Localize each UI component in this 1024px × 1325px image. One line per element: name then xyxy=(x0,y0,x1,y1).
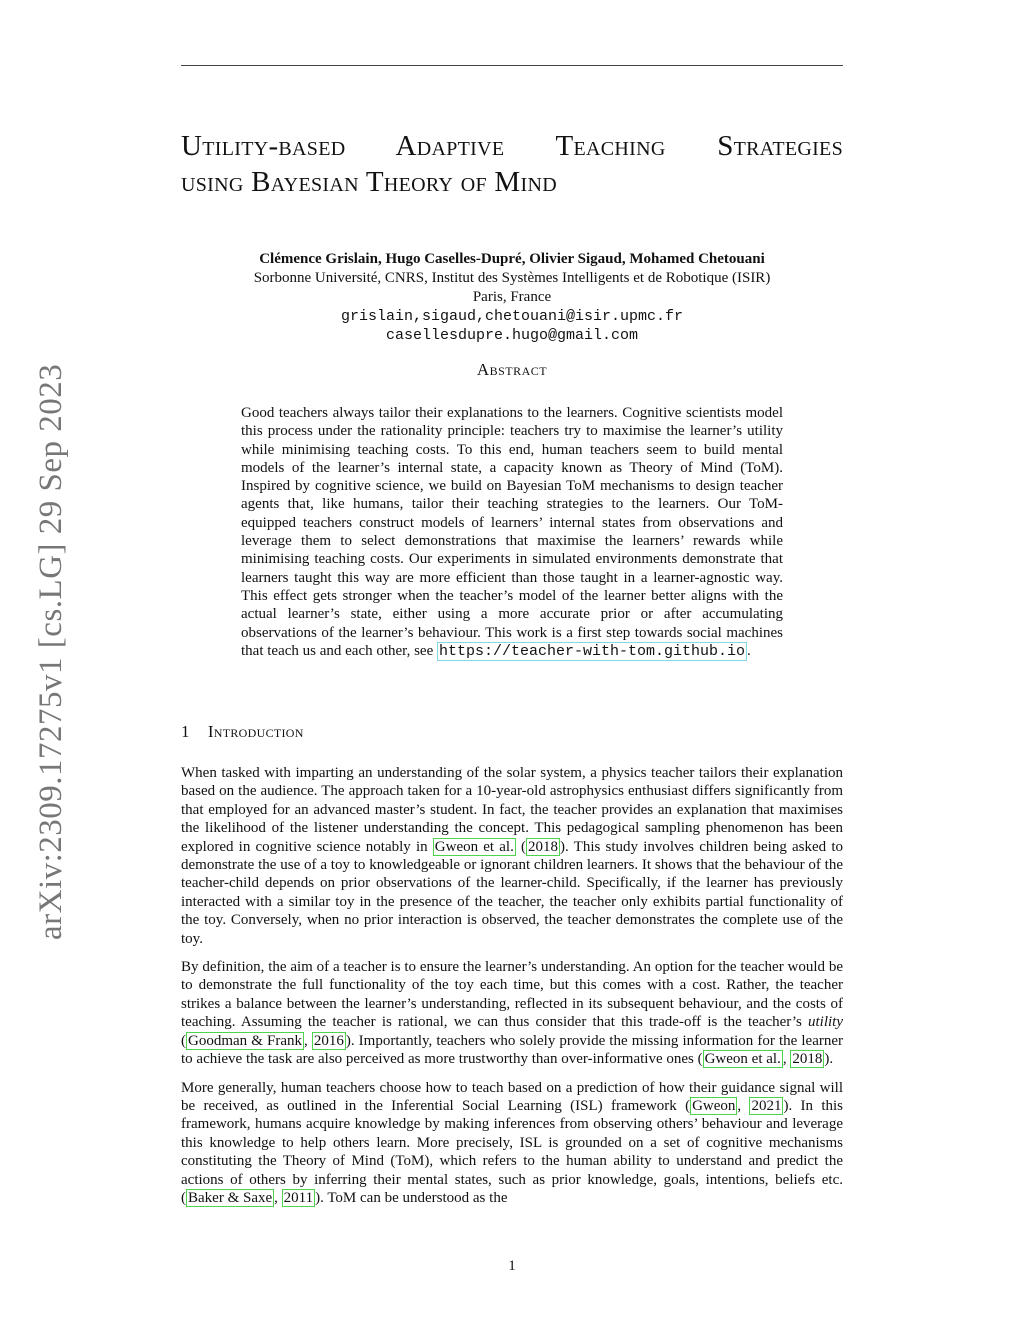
citation-year-link[interactable]: 2021 xyxy=(751,1097,782,1114)
citation-year-link[interactable]: 2018 xyxy=(528,838,559,855)
text-run: , xyxy=(304,1032,312,1049)
abstract-end: . xyxy=(747,642,751,659)
title-line-1: Utility-based Adaptive Teaching Strategies xyxy=(181,130,843,162)
text-run: , xyxy=(737,1097,750,1114)
citation-link[interactable]: Goodman & Frank xyxy=(188,1032,302,1049)
citation-link[interactable]: Gweon xyxy=(692,1097,736,1114)
section-number: 1 xyxy=(181,722,190,741)
paragraph-2 xyxy=(181,958,843,1068)
citation-year-link[interactable]: 2018 xyxy=(792,1051,823,1068)
text-run: ). This study involves children being asked to demonstrate the use of a toy to knowledgeable or ignorant children learners. It shows that the behaviour of the teacher-child depends on prior observations of the learner-child. Specifically, if the learner has previously interacted with a similar toy in the presence of the teacher, the teacher only exhibits partial functionality of the toy. Conversely, when no prior interaction is observed, the teacher demonstrates the complete use of the toy. xyxy=(181,838,843,947)
arxiv-stamp: arXiv:2309.17275v1 [cs.LG] 29 Sep 2023 xyxy=(33,363,69,940)
abstract-body xyxy=(241,404,783,661)
text-run: ( xyxy=(515,838,527,855)
abstract-text: Good teachers always tailor their explanations to the learners. Cognitive scientists model this process under the rationality principle: teachers try to maximise the learner’s utility while minimising teaching costs. To this end, human teachers seem to build mental models of the learner’s internal state, a capacity known as Theory of Mind (ToM). Inspired by cognitive science, we build on Bayesian ToM mechanisms to design teacher agents that, like humans, tailor their teaching strategies to the learners. Our ToM-equipped teachers construct models of learners’ internal states from observations and leverage them to select demonstrations that maximise the learners’ rewards while minimising teaching costs. Our experiments in simulated environments demonstrate that learners taught this way are more efficient than those taught in a learner-agnostic way. This effect gets stronger when the teacher’s model of the learner better aligns with the actual learner’s state, either using a more accurate prior or after accumulating observations of the learner’s behaviour. This work is a first step towards social machines that teach us and each other, see xyxy=(241,405,783,659)
author-block xyxy=(181,250,843,345)
title-line-2: using Bayesian Theory of Mind xyxy=(181,166,557,198)
text-run: , xyxy=(274,1189,282,1206)
section-heading-introduction xyxy=(181,722,843,742)
citation-year-link[interactable]: 2011 xyxy=(283,1189,314,1206)
introduction-body xyxy=(181,764,843,1217)
emphasis-utility: utility xyxy=(808,1014,843,1031)
text-run: ). Importantly, teachers who solely provide the missing information for the learner to achieve the task are also perceived as more trustworthy than over-informative ones ( xyxy=(181,1032,843,1068)
text-run: ). xyxy=(824,1051,834,1068)
paper-title xyxy=(181,128,843,200)
author-affiliation: Sorbonne Université, CNRS, Institut des Systèmes Intelligents et de Robotique (ISIR) xyxy=(253,270,771,286)
text-run: When tasked with imparting an understanding of the solar system, a physics teacher tailors their explanation based on the audience. The approach taken for a 10-year-old astrophysics enthusiast differs significantly from that employed for an advanced master’s student. In fact, the teacher provides an explanation that maximises the likelihood of the listener understanding the concept. This pedagogical sampling phenomenon has been explored in cognitive science notably in xyxy=(181,765,843,855)
citation-year-link[interactable]: 2016 xyxy=(313,1032,344,1049)
author-names: Clémence Grislain, Hugo Caselles-Dupré, Olivier Sigaud, Mohamed Chetouani xyxy=(259,251,765,267)
text-run: More generally, human teachers choose how to teach based on a prediction of how their guidance signal will be received, as outlined in the Inferential Social Learning (ISL) framework ( xyxy=(181,1079,843,1114)
text-run: , xyxy=(782,1051,791,1068)
author-email-2: casellesdupre.hugo@gmail.com xyxy=(385,327,639,344)
citation-link[interactable]: Baker & Saxe xyxy=(188,1189,273,1206)
paragraph-1 xyxy=(181,764,843,948)
top-rule xyxy=(181,65,843,66)
project-link[interactable]: https://teacher-with-tom.github.io xyxy=(438,642,746,660)
paragraph-3 xyxy=(181,1079,843,1208)
section-title: Introduction xyxy=(207,722,304,741)
text-run: By definition, the aim of a teacher is to ensure the learner’s understanding. An option for the teacher would be to demonstrate the full functionality of the toy each time, but this comes with a cost. Rather, the teacher strikes a balance between the learner’s understanding, reflected in its subsequent behaviour, and the costs of teaching. Assuming the teacher is rational, we can thus consider that this trade-off is the teacher’s xyxy=(181,959,843,1031)
citation-link[interactable]: Gweon et al. xyxy=(434,838,514,855)
citation-link[interactable]: Gweon et al. xyxy=(704,1051,781,1068)
text-run: ( xyxy=(181,1032,186,1049)
author-email-1: grislain,sigaud,chetouani@isir.upmc.fr xyxy=(340,308,684,325)
text-run: ). In this framework, humans acquire knowledge by making inferences from observing others’ behaviour and leverage this knowledge to help others learn. More precisely, ISL is grounded on a set of cognitive mechanisms constituting the Theory of Mind (ToM), which refers to the human ability to understand and predict the actions of others by inferring their mental states, such as prior knowledge, goals, intentions, beliefs etc. ( xyxy=(181,1097,844,1206)
text-run: ). ToM can be understood as the xyxy=(315,1189,508,1206)
abstract-heading: Abstract xyxy=(476,360,548,379)
author-location: Paris, France xyxy=(472,289,552,305)
page-number: 1 xyxy=(508,1258,516,1274)
